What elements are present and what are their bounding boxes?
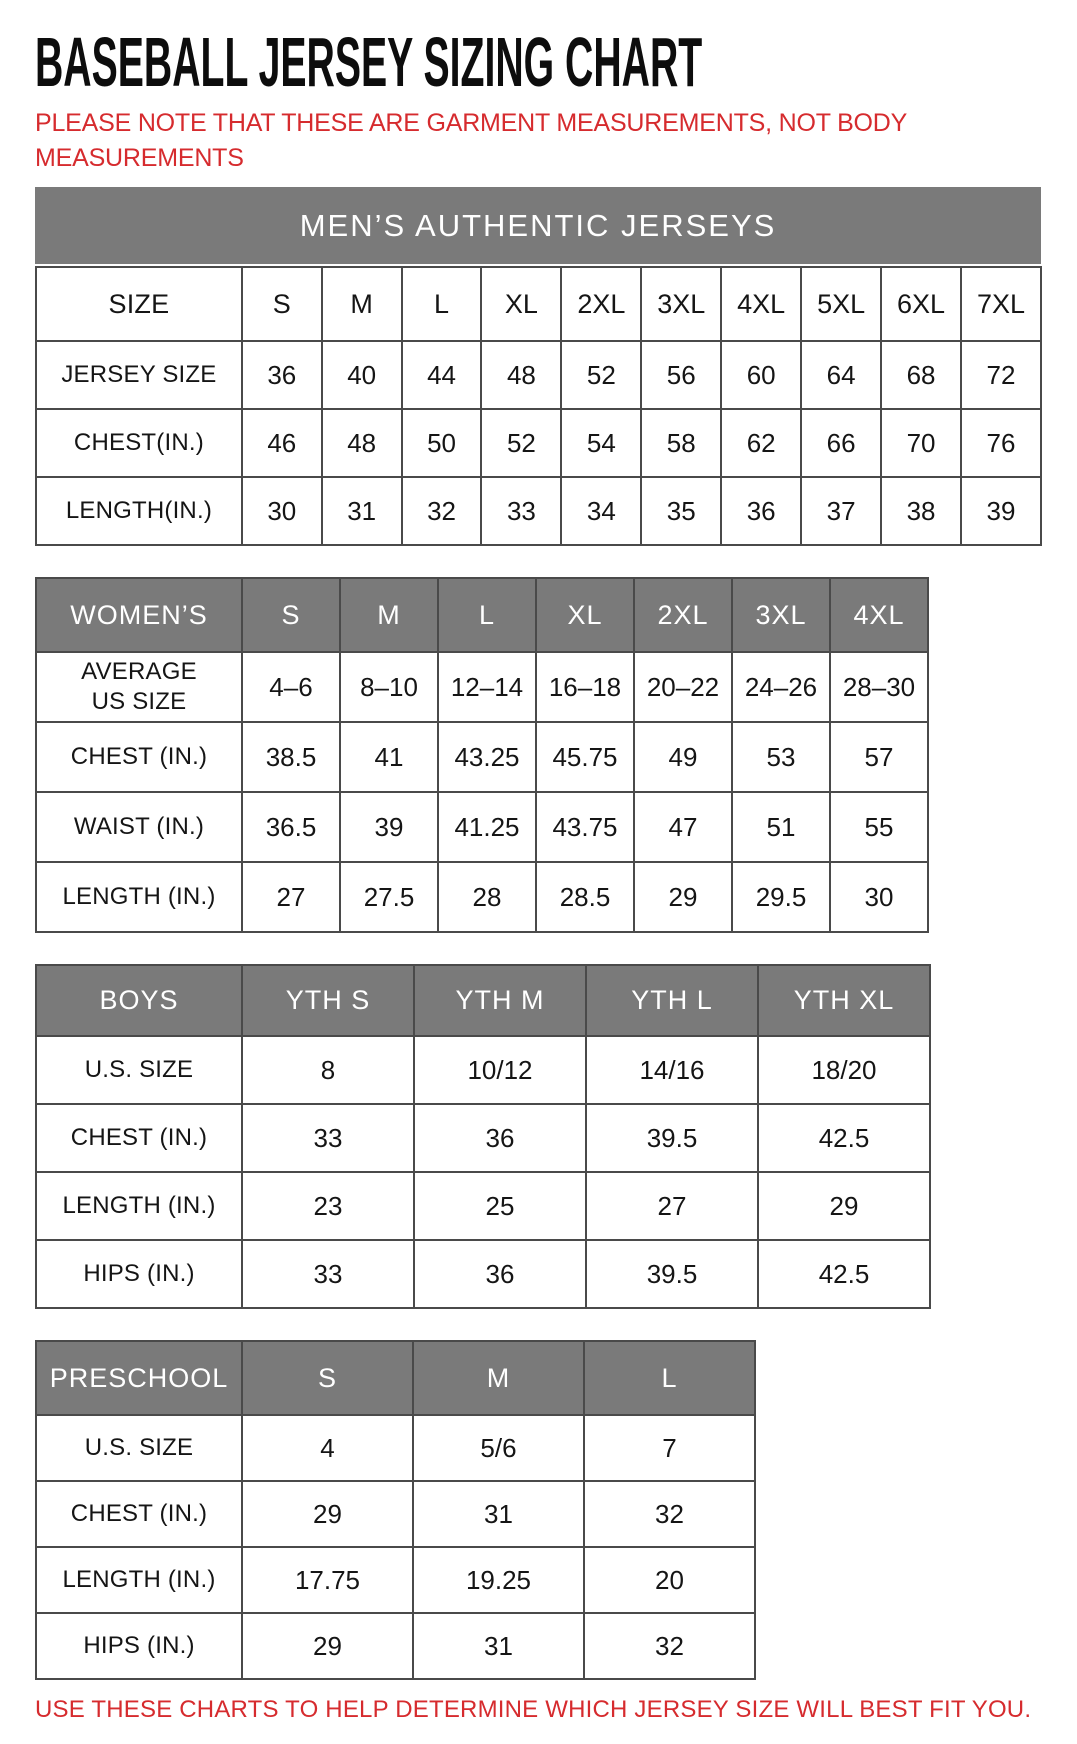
womens-row-label: CHEST (IN.) xyxy=(36,722,242,792)
mens-value-cell: 39 xyxy=(961,477,1041,545)
preschool-row-label: LENGTH (IN.) xyxy=(36,1547,242,1613)
mens-row-0 xyxy=(36,267,1041,341)
mens-row-label: CHEST(IN.) xyxy=(36,409,242,477)
boys-row-4 xyxy=(36,1240,930,1308)
boys-row-label: HIPS (IN.) xyxy=(36,1240,242,1308)
womens-header-cell: 4XL xyxy=(830,578,928,652)
womens-row-label: WAIST (IN.) xyxy=(36,792,242,862)
preschool-value-cell: 4 xyxy=(242,1415,413,1481)
preschool-row-label: U.S. SIZE xyxy=(36,1415,242,1481)
womens-value-cell: 38.5 xyxy=(242,722,340,792)
mens-value-cell: 7XL xyxy=(961,267,1041,341)
boys-row-2 xyxy=(36,1104,930,1172)
womens-value-cell: 57 xyxy=(830,722,928,792)
mens-row-1 xyxy=(36,341,1041,409)
womens-row-3 xyxy=(36,792,928,862)
preschool-value-cell: 31 xyxy=(413,1481,584,1547)
boys-row-label: LENGTH (IN.) xyxy=(36,1172,242,1240)
boys-value-cell: 39.5 xyxy=(586,1104,758,1172)
mens-value-cell: 64 xyxy=(801,341,881,409)
boys-value-cell: 29 xyxy=(758,1172,930,1240)
mens-value-cell: 72 xyxy=(961,341,1041,409)
mens-value-cell: 4XL xyxy=(721,267,801,341)
preschool-value-cell: 19.25 xyxy=(413,1547,584,1613)
mens-value-cell: 48 xyxy=(481,341,561,409)
boys-value-cell: 39.5 xyxy=(586,1240,758,1308)
boys-value-cell: 18/20 xyxy=(758,1036,930,1104)
mens-row-3 xyxy=(36,477,1041,545)
womens-value-cell: 43.75 xyxy=(536,792,634,862)
preschool-header-cell: L xyxy=(584,1341,755,1415)
preschool-row-label: HIPS (IN.) xyxy=(36,1613,242,1679)
womens-value-cell: 30 xyxy=(830,862,928,932)
page-title-text: BASEBALL JERSEY SIZING CHART xyxy=(35,23,703,101)
mens-value-cell: 44 xyxy=(402,341,482,409)
preschool-row-4 xyxy=(36,1613,755,1679)
womens-value-cell: 49 xyxy=(634,722,732,792)
womens-row-label: LENGTH (IN.) xyxy=(36,862,242,932)
boys-sizing-section xyxy=(35,964,1042,1309)
preschool-value-cell: 5/6 xyxy=(413,1415,584,1481)
mens-value-cell: 52 xyxy=(481,409,561,477)
womens-row-4 xyxy=(36,862,928,932)
preschool-sizing-table xyxy=(35,1340,756,1680)
boys-sizing-table xyxy=(35,964,931,1309)
mens-value-cell: XL xyxy=(481,267,561,341)
boys-header-cell: YTH S xyxy=(242,965,414,1036)
boys-row-3 xyxy=(36,1172,930,1240)
mens-value-cell: 5XL xyxy=(801,267,881,341)
preschool-row-label: PRESCHOOL xyxy=(36,1341,242,1415)
preschool-value-cell: 29 xyxy=(242,1481,413,1547)
womens-row-label: AVERAGE US SIZE xyxy=(36,652,242,722)
mens-value-cell: 38 xyxy=(881,477,961,545)
preschool-value-cell: 31 xyxy=(413,1613,584,1679)
womens-value-cell: 24–26 xyxy=(732,652,830,722)
preschool-row-3 xyxy=(36,1547,755,1613)
boys-value-cell: 27 xyxy=(586,1172,758,1240)
mens-value-cell: 58 xyxy=(641,409,721,477)
mens-value-cell: 76 xyxy=(961,409,1041,477)
boys-value-cell: 42.5 xyxy=(758,1240,930,1308)
mens-value-cell: 68 xyxy=(881,341,961,409)
mens-row-2 xyxy=(36,409,1041,477)
boys-row-0 xyxy=(36,965,930,1036)
mens-value-cell: 6XL xyxy=(881,267,961,341)
womens-value-cell: 43.25 xyxy=(438,722,536,792)
womens-value-cell: 47 xyxy=(634,792,732,862)
mens-value-cell: 40 xyxy=(322,341,402,409)
womens-value-cell: 4–6 xyxy=(242,652,340,722)
womens-value-cell: 39 xyxy=(340,792,438,862)
womens-sizing-table xyxy=(35,577,929,933)
boys-value-cell: 36 xyxy=(414,1240,586,1308)
womens-value-cell: 36.5 xyxy=(242,792,340,862)
mens-value-cell: 2XL xyxy=(561,267,641,341)
mens-value-cell: 37 xyxy=(801,477,881,545)
boys-value-cell: 10/12 xyxy=(414,1036,586,1104)
mens-sizing-section xyxy=(35,187,1042,546)
preschool-sizing-section xyxy=(35,1340,1042,1680)
boys-row-1 xyxy=(36,1036,930,1104)
boys-value-cell: 33 xyxy=(242,1104,414,1172)
womens-value-cell: 20–22 xyxy=(634,652,732,722)
preschool-row-0 xyxy=(36,1341,755,1415)
womens-header-cell: XL xyxy=(536,578,634,652)
preschool-row-2 xyxy=(36,1481,755,1547)
womens-value-cell: 55 xyxy=(830,792,928,862)
mens-value-cell: 50 xyxy=(402,409,482,477)
mens-value-cell: L xyxy=(402,267,482,341)
preschool-value-cell: 32 xyxy=(584,1481,755,1547)
boys-value-cell: 8 xyxy=(242,1036,414,1104)
mens-row-label: SIZE xyxy=(36,267,242,341)
womens-value-cell: 27.5 xyxy=(340,862,438,932)
footer-note: USE THESE CHARTS TO HELP DETERMINE WHICH JERSEY SIZE WILL BEST FIT YOU. xyxy=(35,1696,1032,1723)
preschool-header-cell: M xyxy=(413,1341,584,1415)
mens-sizing-table xyxy=(35,266,1042,546)
womens-row-0 xyxy=(36,578,928,652)
garment-measurements-note: PLEASE NOTE THAT THESE ARE GARMENT MEASUREMENTS, NOT BODY MEASUREMENTS xyxy=(35,109,907,172)
boys-header-cell: YTH M xyxy=(414,965,586,1036)
mens-value-cell: 36 xyxy=(721,477,801,545)
womens-value-cell: 29.5 xyxy=(732,862,830,932)
preschool-value-cell: 29 xyxy=(242,1613,413,1679)
mens-value-cell: 30 xyxy=(242,477,322,545)
boys-value-cell: 36 xyxy=(414,1104,586,1172)
boys-row-label: BOYS xyxy=(36,965,242,1036)
womens-value-cell: 27 xyxy=(242,862,340,932)
boys-header-cell: YTH XL xyxy=(758,965,930,1036)
womens-value-cell: 28.5 xyxy=(536,862,634,932)
womens-value-cell: 41.25 xyxy=(438,792,536,862)
preschool-row-label: CHEST (IN.) xyxy=(36,1481,242,1547)
preschool-value-cell: 7 xyxy=(584,1415,755,1481)
boys-header-cell: YTH L xyxy=(586,965,758,1036)
mens-authentic-jerseys-banner: MEN’S AUTHENTIC JERSEYS xyxy=(35,187,1041,264)
mens-value-cell: 56 xyxy=(641,341,721,409)
boys-value-cell: 23 xyxy=(242,1172,414,1240)
womens-header-cell: M xyxy=(340,578,438,652)
womens-value-cell: 29 xyxy=(634,862,732,932)
boys-value-cell: 33 xyxy=(242,1240,414,1308)
boys-value-cell: 14/16 xyxy=(586,1036,758,1104)
mens-value-cell: 46 xyxy=(242,409,322,477)
mens-value-cell: M xyxy=(322,267,402,341)
preschool-header-cell: S xyxy=(242,1341,413,1415)
preschool-value-cell: 17.75 xyxy=(242,1547,413,1613)
mens-row-label: JERSEY SIZE xyxy=(36,341,242,409)
mens-value-cell: 31 xyxy=(322,477,402,545)
mens-value-cell: 32 xyxy=(402,477,482,545)
mens-value-cell: 70 xyxy=(881,409,961,477)
womens-header-cell: S xyxy=(242,578,340,652)
page-title xyxy=(35,23,1042,101)
womens-row-1 xyxy=(36,652,928,722)
mens-value-cell: 52 xyxy=(561,341,641,409)
womens-header-cell: 2XL xyxy=(634,578,732,652)
preschool-value-cell: 20 xyxy=(584,1547,755,1613)
boys-value-cell: 25 xyxy=(414,1172,586,1240)
mens-value-cell: 66 xyxy=(801,409,881,477)
preschool-row-1 xyxy=(36,1415,755,1481)
womens-value-cell: 16–18 xyxy=(536,652,634,722)
mens-value-cell: 48 xyxy=(322,409,402,477)
womens-header-cell: L xyxy=(438,578,536,652)
mens-value-cell: 33 xyxy=(481,477,561,545)
womens-row-label: WOMEN’S xyxy=(36,578,242,652)
mens-value-cell: 60 xyxy=(721,341,801,409)
womens-sizing-section xyxy=(35,577,1042,933)
womens-value-cell: 28–30 xyxy=(830,652,928,722)
boys-row-label: U.S. SIZE xyxy=(36,1036,242,1104)
womens-value-cell: 51 xyxy=(732,792,830,862)
womens-value-cell: 8–10 xyxy=(340,652,438,722)
mens-value-cell: S xyxy=(242,267,322,341)
womens-row-2 xyxy=(36,722,928,792)
mens-value-cell: 62 xyxy=(721,409,801,477)
preschool-value-cell: 32 xyxy=(584,1613,755,1679)
womens-value-cell: 45.75 xyxy=(536,722,634,792)
mens-value-cell: 35 xyxy=(641,477,721,545)
womens-value-cell: 41 xyxy=(340,722,438,792)
womens-value-cell: 53 xyxy=(732,722,830,792)
boys-row-label: CHEST (IN.) xyxy=(36,1104,242,1172)
mens-value-cell: 34 xyxy=(561,477,641,545)
womens-header-cell: 3XL xyxy=(732,578,830,652)
boys-value-cell: 42.5 xyxy=(758,1104,930,1172)
womens-value-cell: 28 xyxy=(438,862,536,932)
mens-value-cell: 3XL xyxy=(641,267,721,341)
mens-value-cell: 54 xyxy=(561,409,641,477)
mens-value-cell: 36 xyxy=(242,341,322,409)
mens-row-label: LENGTH(IN.) xyxy=(36,477,242,545)
womens-value-cell: 12–14 xyxy=(438,652,536,722)
